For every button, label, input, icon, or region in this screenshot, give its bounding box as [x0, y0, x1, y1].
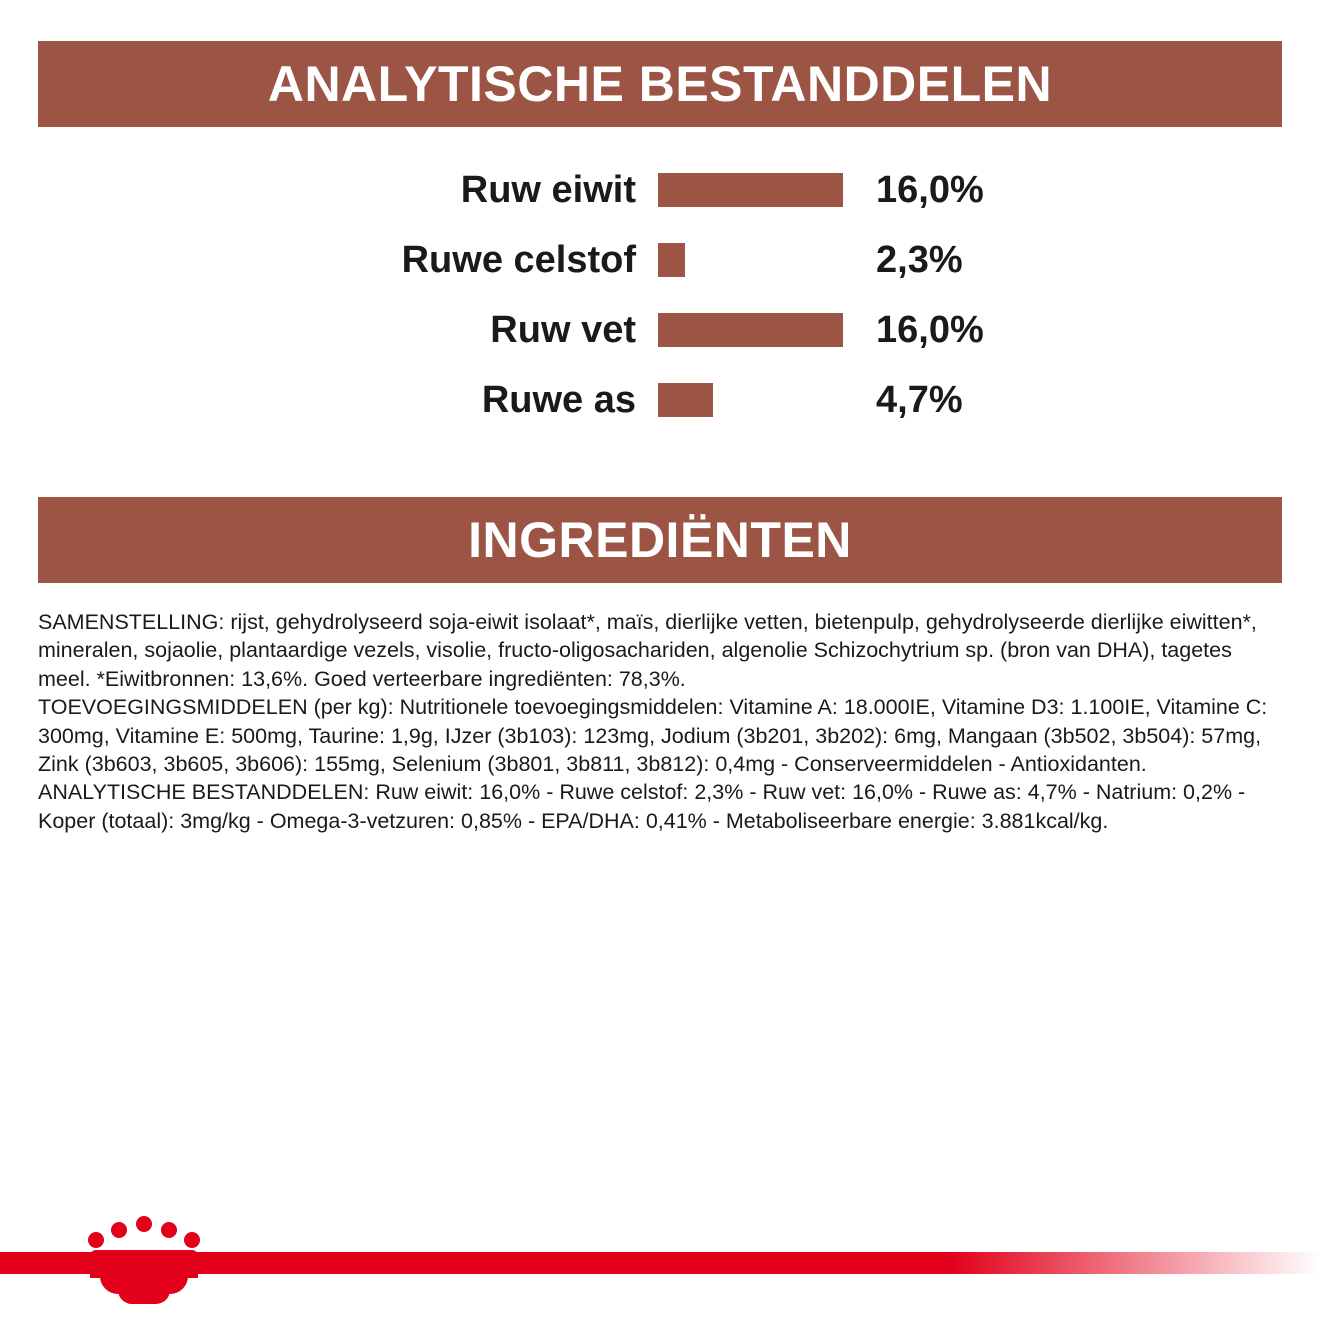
table-row	[38, 365, 1282, 435]
nutrient-value: 16,0%	[876, 168, 984, 211]
bar-track	[658, 313, 858, 347]
table-row	[38, 155, 1282, 225]
nutrient-value: 2,3%	[876, 238, 963, 281]
bar-track	[658, 173, 858, 207]
ingredients-text-block	[38, 608, 1286, 835]
analytical-section-banner: ANALYTISCHE BESTANDDELEN	[38, 41, 1282, 127]
bar-fill	[658, 243, 685, 277]
nutrient-label: Ruw eiwit	[460, 168, 636, 211]
bar-track	[658, 383, 858, 417]
table-row	[38, 225, 1282, 295]
analytical-constituents-paragraph: ANALYTISCHE BESTANDDELEN: Ruw eiwit: 16,0% - Ruwe celstof: 2,3% - Ruw vet: 16,0% - Ruwe as: 4,7% - Natrium: 0,2% - Koper (totaal): 3mg/kg - Omega-3-vetzuren: 0,85% - EPA/DHA: 0,41% - Metaboliseerbare energie: 3.881kcal/kg.	[38, 780, 1246, 833]
nutrient-label: Ruwe celstof	[401, 238, 636, 281]
table-row	[38, 295, 1282, 365]
page-footer	[0, 1210, 1320, 1320]
nutrient-value: 4,7%	[876, 378, 963, 421]
bar-track	[658, 243, 858, 277]
analytical-bar-chart	[38, 155, 1282, 435]
nutrient-value: 16,0%	[876, 308, 984, 351]
nutrient-label: Ruw vet	[490, 308, 636, 351]
bar-fill	[658, 313, 843, 347]
nutrient-label: Ruwe as	[481, 378, 636, 421]
royal-canin-crown-logo	[78, 1216, 210, 1312]
bar-fill	[658, 173, 843, 207]
ingredients-section-banner: INGREDIËNTEN	[38, 497, 1282, 583]
composition-paragraph: SAMENSTELLING: rijst, gehydrolyseerd soja-eiwit isolaat*, maïs, dierlijke vetten, bietenpulp, gehydrolyseerde dierlijke eiwitten*, mineralen, sojaolie, plantaardige vezels, visolie, fructo-oligosachariden, algenolie Schizochytrium sp. (bron van DHA), tagetes meel. *Eiwitbronnen: 13,6%. Goed verteerbare ingrediënten: 78,3%.	[38, 610, 1257, 691]
bar-fill	[658, 383, 713, 417]
additives-paragraph: TOEVOEGINGSMIDDELEN (per kg): Nutritionele toevoegingsmiddelen: Vitamine A: 18.000IE, Vitamine D3: 1.100IE, Vitamine C: 300mg, Vitamine E: 500mg, Taurine: 1,9g, IJzer (3b103): 123mg, Jodium (3b201, 3b202): 6mg, Mangaan (3b502, 3b504): 57mg, Zink (3b603, 3b605, 3b606): 155mg, Selenium (3b801, 3b811, 3b812): 0,4mg - Conserveermiddelen - Antioxidanten.	[38, 695, 1268, 776]
